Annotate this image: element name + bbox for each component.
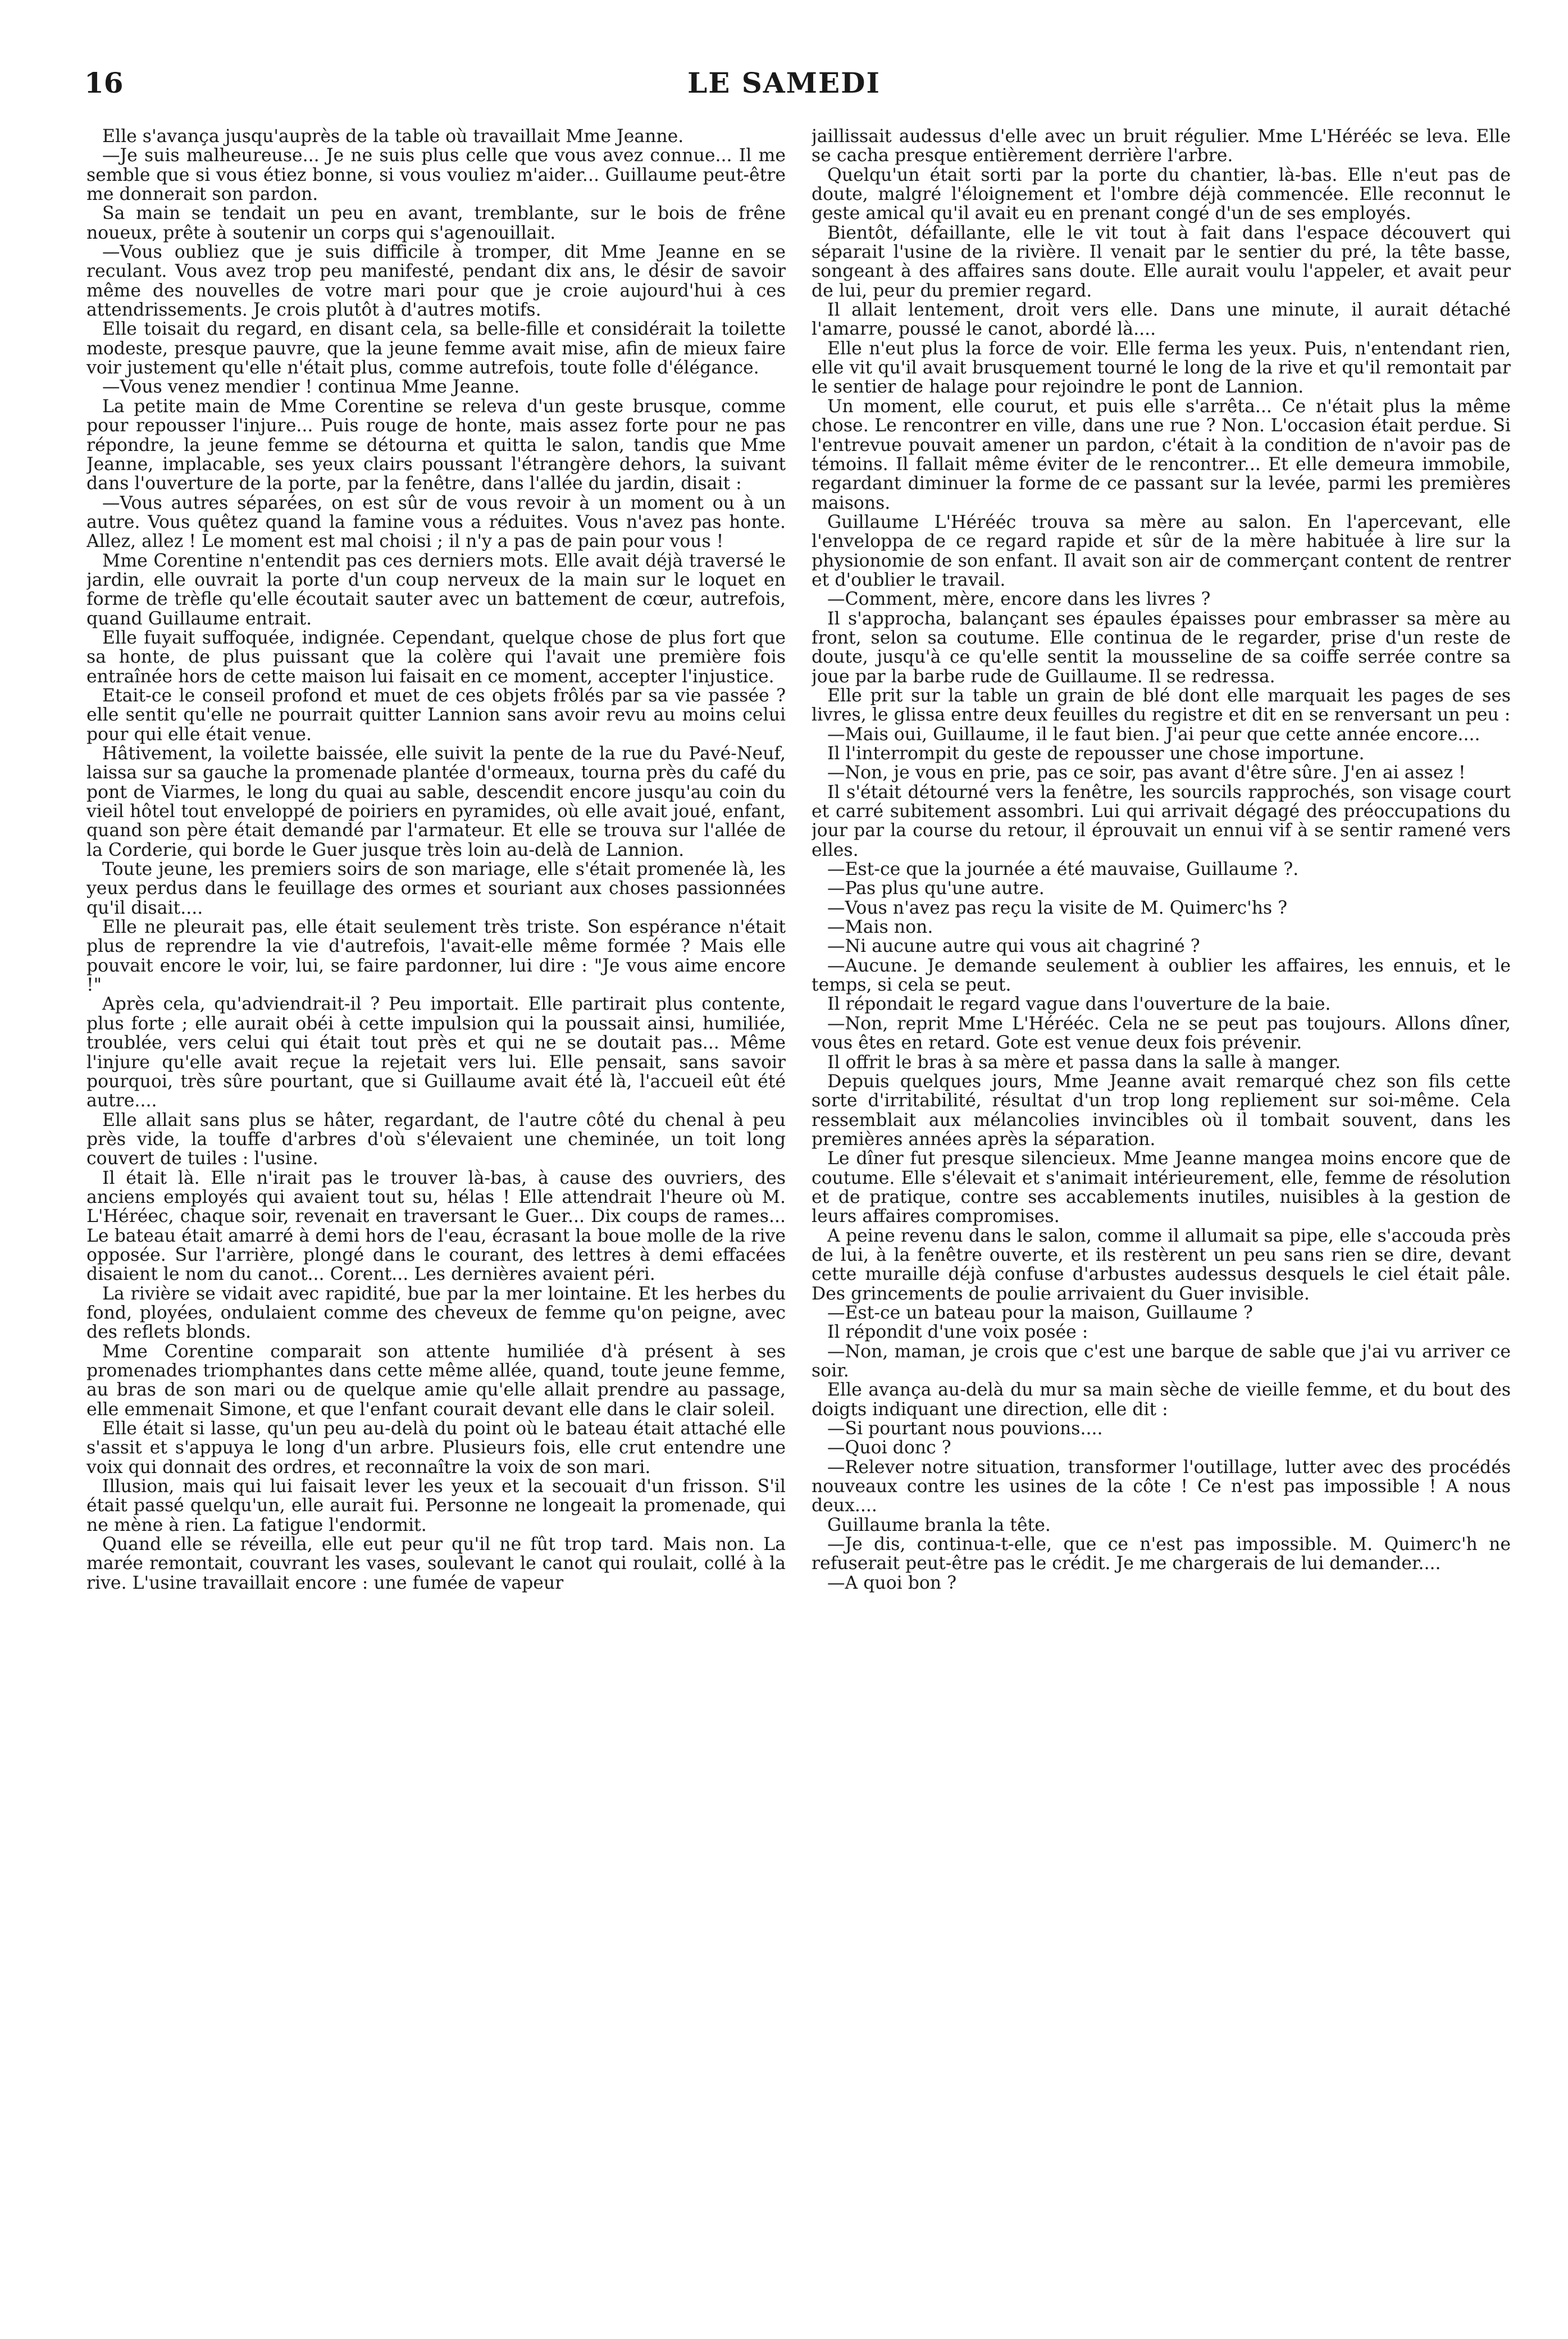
paragraph: Il s'approcha, balançant ses épaules épaisses pour embrasser sa mère au front, selon sa coutume. Elle continua de le regarder, prise d'un reste de doute, jusqu'à ce qu'elle sentit la mousseline de sa coiffe serrée contre sa joue par la barbe rude de Guillaume. Il se redressa. [812, 608, 1511, 687]
paragraph: Elle ne pleurait pas, elle était seulement très triste. Son espérance n'était plus de reprendre la vie d'autrefois, l'avait-elle même formée ? Mais elle pouvait encore le voir, lui, se faire pardonner, lui dire : "Je vous aime encore !" [86, 917, 786, 996]
paragraph: —Je suis malheureuse... Je ne suis plus celle que vous avez connue... Il me semble que si vous étiez bonne, si vous vouliez m'aider... Guillaume peut-être me donnerait son pardon. [86, 145, 786, 205]
right-column [812, 127, 1511, 2261]
paragraph: —Mais non. [827, 917, 933, 938]
paragraph: Le dîner fut presque silencieux. Mme Jeanne mangea moins encore que de coutume. Elle s'élevait et s'animait intérieurement, elle, femme de résolution et de pratique, contre ses accablements inutiles, nuisibles à la gestion de leurs affaires compromises. [812, 1148, 1511, 1227]
paragraph: Après cela, qu'adviendrait-il ? Peu importait. Elle partirait plus contente, plus forte ; elle aurait obéi à cette impulsion qui la poussait ainsi, humiliée, troublée, vers celui qui était tout près et qui ne se doutait pas... Même l'injure qu'elle avait reçue la rejetait vers lui. Elle pensait, sans savoir pourquoi, très sûre pourtant, que si Guillaume avait été là, l'accueil eût été autre.... [86, 994, 786, 1111]
paragraph: Sa main se tendait un peu en avant, tremblante, sur le bois de frêne noueux, prête à soutenir un corps qui s'agenouillait. [86, 203, 786, 243]
paragraph: Guillaume L'Hérééc trouva sa mère au salon. En l'apercevant, elle l'enveloppa de ce regard rapide et sûr de la mère habituée à lire sur la physionomie de son enfant. Il avait son air de commerçant content de rentrer et d'oublier le travail. [812, 512, 1511, 590]
paragraph: Il allait lentement, droit vers elle. Dans une minute, il aurait détaché l'amarre, poussé le canot, abordé là.... [812, 300, 1511, 340]
paragraph: Elle était si lasse, qu'un peu au-delà du point où le bateau était attaché elle s'assit et s'appuya le long d'un arbre. Plusieurs fois, elle crut entendre une voix qui donnait des ordres, et reconnaître la voix de son mari. [86, 1419, 786, 1478]
paragraph: Il était là. Elle n'irait pas le trouver là-bas, à cause des ouvriers, des anciens employés qui avaient tout su, hélas ! Elle attendrait l'heure où M. L'Héréec, chaque soir, revenait en traversant le Guer... Dix coups de rames... Le bateau était amarré à demi hors de l'eau, écrasant la boue molle de la rive opposée. Sur l'arrière, plongé dans le courant, des lettres à demi effacées disaient le nom du canot... Corent... Les dernières avaient péri. [86, 1168, 786, 1285]
paragraph: A peine revenu dans le salon, comme il allumait sa pipe, elle s'accouda près de lui, à la fenêtre ouverte, et ils restèrent un peu sans rien se dire, devant cette muraille déjà confuse d'arbustes audessus desquels le ciel était pâle. Des grincements de poulie arrivaient du Guer invisible. [812, 1225, 1511, 1304]
paragraph: —Est-ce que la journée a été mauvaise, Guillaume ?. [827, 859, 1299, 880]
paragraph: —Si pourtant nous pouvions.... [827, 1419, 1103, 1439]
left-column [86, 127, 786, 2261]
paragraph: Depuis quelques jours, Mme Jeanne avait remarqué chez son fils cette sorte d'irritabilité, résultat d'un trop long repliement sur soi-même. Cela ressemblait aux mélancolies invincibles où il tombait souvent, dans les premières années après la séparation. [812, 1071, 1511, 1150]
paragraph: Bientôt, défaillante, elle le vit tout à fait dans l'espace découvert qui séparait l'usine de la rivière. Il venait par le sentier du pré, la tête basse, songeant à des affaires sans doute. Elle aurait voulu l'appeler, et avait peur de lui, peur du premier regard. [812, 222, 1511, 301]
paragraph: —Mais oui, Guillaume, il le faut bien. J'ai peur que cette année encore.... [827, 724, 1480, 745]
paragraph: —Vous autres séparées, on est sûr de vous revoir à un moment ou à un autre. Vous quêtez quand la famine vous a réduites. Vous n'avez pas honte. Allez, allez ! Le moment est mal choisi ; il n'y a pas de pain pour vous ! [86, 493, 786, 552]
paragraph: Elle s'avança jusqu'auprès de la table où travaillait Mme Jeanne. [102, 127, 684, 147]
paragraph: Un moment, elle courut, et puis elle s'arrêta... Ce n'était plus la même chose. Le rencontrer en ville, dans une rue ? Non. L'occasion était perdue. Si l'entrevue pouvait amener un pardon, c'était à la condition de n'avoir pas de témoins. Il fallait même éviter de le rencontrer... Et elle demeura immobile, regardant diminuer la forme de ce passant sur la levée, parmi les premières maisons. [812, 396, 1511, 513]
paragraph: —Ni aucune autre qui vous ait chagriné ? [827, 936, 1200, 957]
paragraph: Il offrit le bras à sa mère et passa dans la salle à manger. [827, 1052, 1341, 1073]
paragraph: Il s'était détourné vers la fenêtre, les sourcils rapprochés, son visage court et carré subitement assombri. Lui qui arrivait dégagé des préoccupations du jour par la course du retour, il éprouvait un ennui vif à se sentir ramené vers elles. [812, 782, 1511, 860]
paragraph: —A quoi bon ? [827, 1572, 957, 1593]
paragraph-continuation: jaillissait audessus d'elle avec un bruit régulier. Mme L'Hérééc se leva. Elle se cacha presque entièrement derrière l'arbre. [812, 127, 1511, 166]
paragraph: Etait-ce le conseil profond et muet de ces objets frôlés par sa vie passée ? elle sentit qu'elle ne pourrait quitter Lannion sans avoir revu au moins celui pour qui elle était venue. [86, 685, 786, 745]
paragraph: Guillaume branla la tête. [827, 1515, 1051, 1535]
paragraph: —Non, je vous en prie, pas ce soir, pas avant d'être sûre. J'en ai assez ! [827, 763, 1466, 783]
paragraph: Il répondait le regard vague dans l'ouverture de la baie. [827, 994, 1331, 1015]
paragraph: Elle fuyait suffoquée, indignée. Cependant, quelque chose de plus fort que sa honte, de plus puissant que la colère qui l'avait une première fois entraînée hors de cette maison lui faisait en ce moment, accepter l'injustice. [86, 627, 786, 687]
paragraph: —Non, reprit Mme L'Hérééc. Cela ne se peut pas toujours. Allons dîner, vous êtes en retard. Gote est venue deux fois prévenir. [812, 1013, 1511, 1054]
paragraph: —Relever notre situation, transformer l'outillage, lutter avec des procédés nouveaux contre les usines de la côte ! Ce n'est pas impossible ! A nous deux.... [812, 1457, 1511, 1516]
paragraph: Mme Corentine comparait son attente humiliée d'à présent à ses promenades triomphantes dans cette même allée, quand, toute jeune femme, au bras de son mari ou de quelque amie qu'elle allait prendre au passage, elle emmenait Simone, et que l'enfant courait devant elle dans le clair soleil. [86, 1341, 786, 1420]
paragraph: Quand elle se réveilla, elle eut peur qu'il ne fût trop tard. Mais non. La marée remontait, couvrant les vases, soulevant le canot qui roulait, collé à la rive. L'usine travaillait encore : une fumée de vapeur [86, 1534, 786, 1593]
paragraph: Elle avança au-delà du mur sa main sèche de vieille femme, et du bout des doigts indiquant une direction, elle dit : [812, 1380, 1511, 1420]
paragraph: Elle n'eut plus la force de voir. Elle ferma les yeux. Puis, n'entendant rien, elle vit qu'il avait brusquement tourné le long de la rive et qu'il remontait par le sentier de halage pour rejoindre le pont de Lannion. [812, 338, 1511, 398]
paragraph: Hâtivement, la voilette baissée, elle suivit la pente de la rue du Pavé-Neuf, laissa sur sa gauche la promenade plantée d'ormeaux, tourna près du café du pont de Viarmes, le long du quai au sable, descendit encore jusqu'au coin du vieil hôtel tout enveloppé de poiriers en pyramides, où elle avait joué, enfant, quand son père était demandé par l'armateur. Et elle se trouva sur l'allée de la Corderie, qui borde le Guer jusque très loin au-delà de Lannion. [86, 744, 786, 860]
paragraph: Illusion, mais qui lui faisait lever les yeux et la secouait d'un frisson. S'il était passé quelqu'un, elle aurait fui. Personne ne longeait la promenade, qui ne mène à rien. La fatigue l'endormit. [86, 1476, 786, 1535]
paragraph: —Vous venez mendier ! continua Mme Jeanne. [102, 377, 520, 398]
paragraph: Elle allait sans plus se hâter, regardant, de l'autre côté du chenal à peu près vide, la touffe d'arbres d'où s'élevaient une cheminée, un toit long couvert de tuiles : l'usine. [86, 1110, 786, 1169]
paragraph: —Pas plus qu'une autre. [827, 878, 1045, 899]
paragraph: Il l'interrompit du geste de repousser une chose importune. [827, 744, 1365, 764]
paragraph: Mme Corentine n'entendit pas ces derniers mots. Elle avait déjà traversé le jardin, elle ouvrait la porte d'un coup nerveux de la main sur le loquet en forme de trèfle qu'elle écoutait sauter avec un battement de cœur, autrefois, quand Guillaume entrait. [86, 550, 786, 629]
paragraph: —Est-ce un bateau pour la maison, Guillaume ? [827, 1302, 1253, 1323]
paragraph: Elle prit sur la table un grain de blé dont elle marquait les pages de ses livres, le glissa entre deux feuilles du registre et dit en se renversant un peu : [812, 685, 1511, 726]
page-number: 16 [84, 66, 124, 99]
paragraph: Toute jeune, les premiers soirs de son mariage, elle s'était promenée là, les yeux perdus dans le feuillage des ormes et souriant aux choses passionnées qu'il disait.... [86, 859, 786, 918]
paragraph: La petite main de Mme Corentine se releva d'un geste brusque, comme pour repousser l'injure... Puis rouge de honte, mais assez forte pour ne pas répondre, la jeune femme se détourna et quitta le salon, tandis que Mme Jeanne, implacable, ses yeux clairs poussant l'étrangère dehors, la suivant dans l'ouverture de la porte, par la fenêtre, dans l'allée du jardin, disait : [86, 396, 786, 494]
paragraph: —Comment, mère, encore dans les livres ? [827, 589, 1211, 610]
paragraph: —Vous oubliez que je suis difficile à tromper, dit Mme Jeanne en se reculant. Vous avez trop peu manifesté, pendant dix ans, le désir de savoir même des nouvelles de votre mari pour que je croie aujourd'hui à ces attendrissements. Je crois plutôt à d'autres motifs. [86, 242, 786, 321]
paragraph: —Aucune. Je demande seulement à oublier les affaires, les ennuis, et le temps, si cela se peut. [812, 955, 1511, 996]
paragraph: Quelqu'un était sorti par la porte du chantier, là-bas. Elle n'eut pas de doute, malgré l'éloignement et l'ombre déjà commencée. Elle reconnut le geste amical qu'il avait eu en prenant congé d'un de ses employés. [812, 165, 1511, 224]
paragraph: —Vous n'avez pas reçu la visite de M. Quimerc'hs ? [827, 897, 1288, 918]
running-title: LE SAMEDI [687, 66, 881, 99]
paragraph: La rivière se vidait avec rapidité, bue par la mer lointaine. Et les herbes du fond, ployées, ondulaient comme des cheveux de femme qu'on peigne, avec des reflets blonds. [86, 1283, 786, 1343]
paragraph: —Je dis, continua-t-elle, que ce n'est pas impossible. M. Quimerc'h ne refuserait peut-être pas le crédit. Je me chargerais de lui demander.... [812, 1534, 1511, 1574]
paragraph: —Quoi donc ? [827, 1438, 951, 1458]
page-header [84, 66, 1484, 111]
paragraph: —Non, maman, je crois que c'est une barque de sable que j'ai vu arriver ce soir. [812, 1341, 1511, 1381]
paragraph: Elle toisait du regard, en disant cela, sa belle-fille et considérait la toilette modeste, presque pauvre, que la jeune femme avait mise, afin de mieux faire voir justement qu'elle n'était plus, comme autrefois, toute folle d'élégance. [86, 319, 786, 379]
paragraph: Il répondit d'une voix posée : [827, 1322, 1088, 1343]
